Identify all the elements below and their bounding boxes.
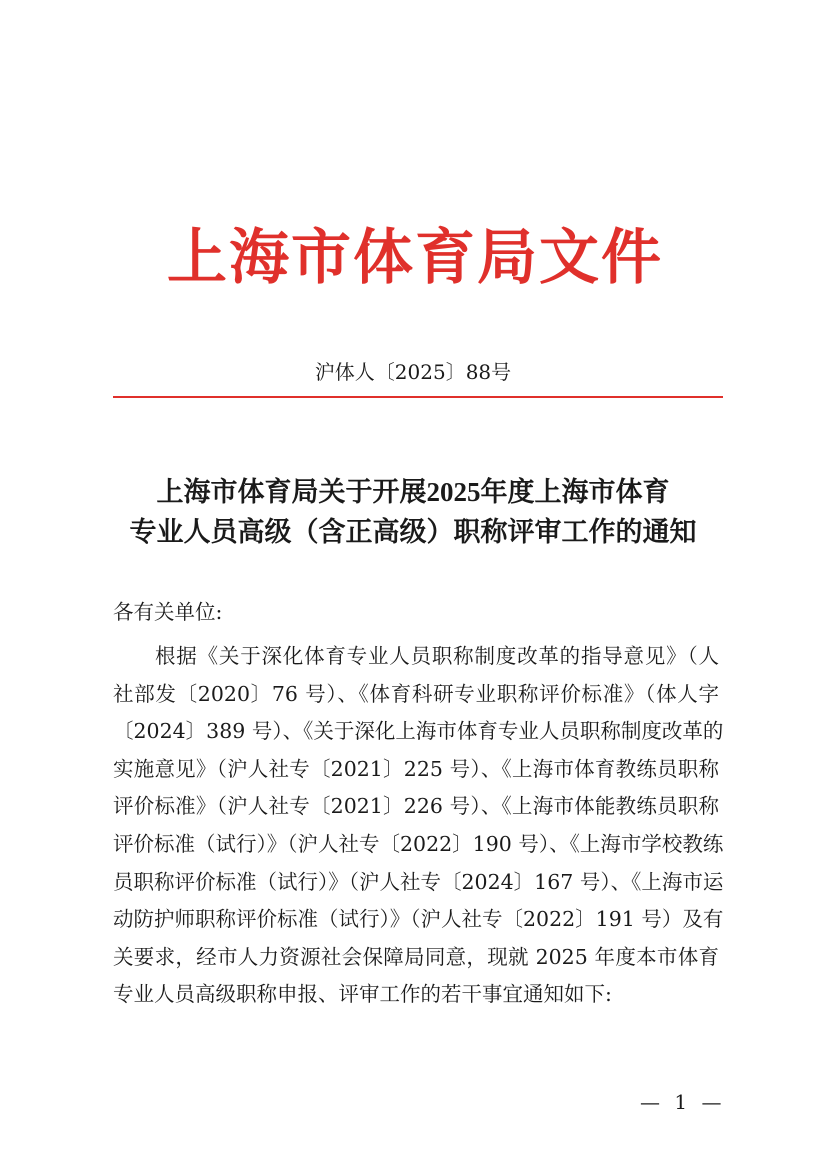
salutation: 各有关单位: (113, 600, 223, 624)
title-line-2: 专业人员高级（含正高级）职称评审工作的通知 (129, 517, 697, 547)
document-number: 沪体人〔2025〕88号 (314, 360, 512, 384)
page-number: — 1 — (640, 1090, 726, 1114)
body-line: 评价标准》（沪人社专〔2021〕226 号）、《上海市体能教练员职称 (113, 794, 719, 818)
body-line: 评价标准（试行）》（沪人社专〔2022〕190 号）、《上海市学校教练 (113, 832, 724, 856)
body-line: 员职称评价标准（试行）》（沪人社专〔2024〕167 号）、《上海市运 (113, 870, 724, 894)
title-line-1: 上海市体育局关于开展2025年度上海市体育 (156, 477, 670, 507)
body-line: 关要求，经市人力资源社会保障局同意，现就 2025 年度本市体育 (113, 945, 719, 969)
body-line: 实施意见》（沪人社专〔2021〕225 号）、《上海市体育教练员职称 (113, 757, 719, 781)
body-line: 社部发〔2020〕76 号）、《体育科研专业职称评价标准》（体人字 (113, 682, 719, 706)
document-masthead: 上海市体育局文件 (167, 223, 663, 293)
body-line: 根据《关于深化体育专业人员职称制度改革的指导意见》（人 (155, 644, 719, 668)
body-line: 动防护师职称评价标准（试行）》（沪人社专〔2022〕191 号）及有 (113, 907, 724, 931)
body-line: 〔2024〕389 号）、《关于深化上海市体育专业人员职称制度改革的 (113, 719, 724, 743)
red-divider (113, 396, 723, 398)
body-line: 专业人员高级职称申报、评审工作的若干事宜通知如下: (113, 982, 612, 1006)
